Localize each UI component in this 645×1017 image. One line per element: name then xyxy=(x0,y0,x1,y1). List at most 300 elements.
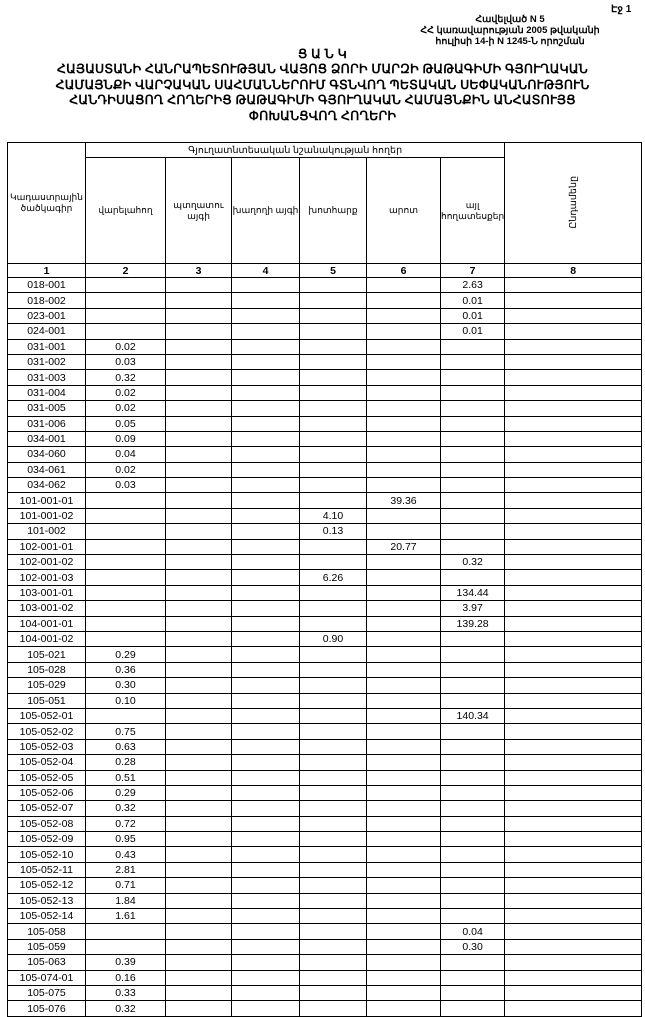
pasture-value xyxy=(367,339,441,354)
cadastral-code: 105-052-12 xyxy=(8,878,86,893)
total-value xyxy=(505,847,642,862)
table-row xyxy=(8,785,642,800)
total-value xyxy=(505,539,642,554)
orchard-value xyxy=(166,878,232,893)
orchard-value xyxy=(166,431,232,446)
cadastral-code: 102-001-01 xyxy=(8,539,86,554)
table-row xyxy=(8,678,642,693)
orchard-value xyxy=(166,708,232,723)
table-row xyxy=(8,401,642,416)
table-row xyxy=(8,939,642,954)
pasture-value xyxy=(367,878,441,893)
table-row xyxy=(8,631,642,646)
total-value xyxy=(505,693,642,708)
other-value xyxy=(441,493,505,508)
hayfield-value xyxy=(300,816,367,831)
hayfield-value xyxy=(300,539,367,554)
other-value xyxy=(441,570,505,585)
hayfield-value xyxy=(300,555,367,570)
vineyard-value xyxy=(232,278,300,293)
total-value xyxy=(505,478,642,493)
other-value xyxy=(441,832,505,847)
hayfield-value xyxy=(300,478,367,493)
hayfield-value xyxy=(300,662,367,677)
orchard-value xyxy=(166,816,232,831)
hayfield-value xyxy=(300,939,367,954)
title-line: Ց Ա Ն Կ xyxy=(298,47,347,61)
pasture-value xyxy=(367,708,441,723)
total-value xyxy=(505,324,642,339)
table-row xyxy=(8,524,642,539)
arable-value: 0.05 xyxy=(86,416,166,431)
table-row xyxy=(8,924,642,939)
vineyard-value xyxy=(232,339,300,354)
vineyard-value xyxy=(232,539,300,554)
pasture-value xyxy=(367,924,441,939)
vineyard-value xyxy=(232,708,300,723)
total-value xyxy=(505,955,642,970)
other-value xyxy=(441,909,505,924)
vineyard-value xyxy=(232,832,300,847)
total-value xyxy=(505,524,642,539)
total-value xyxy=(505,739,642,754)
vineyard-value xyxy=(232,308,300,323)
hayfield-value xyxy=(300,293,367,308)
total-value xyxy=(505,785,642,800)
table-row xyxy=(8,447,642,462)
pasture-value xyxy=(367,354,441,369)
cadastral-code: 105-052-08 xyxy=(8,816,86,831)
hayfield-value xyxy=(300,955,367,970)
orchard-value xyxy=(166,631,232,646)
total-value xyxy=(505,447,642,462)
pasture-value xyxy=(367,785,441,800)
cadastral-code: 105-052-14 xyxy=(8,909,86,924)
pasture-value xyxy=(367,570,441,585)
cadastral-code: 105-075 xyxy=(8,985,86,1000)
hayfield-value xyxy=(300,324,367,339)
vineyard-value xyxy=(232,293,300,308)
arable-value: 0.02 xyxy=(86,401,166,416)
arable-value: 0.10 xyxy=(86,693,166,708)
title-line: ՓՈԽԱՆՑՎՈՂ ՀՈՂԵՐԻ xyxy=(248,108,397,123)
cadastral-code: 104-001-02 xyxy=(8,631,86,646)
table-row xyxy=(8,416,642,431)
table-row xyxy=(8,555,642,570)
pasture-value xyxy=(367,324,441,339)
vineyard-value xyxy=(232,431,300,446)
header-cadastral xyxy=(8,143,86,264)
other-value: 139.28 xyxy=(441,616,505,631)
vineyard-value xyxy=(232,893,300,908)
orchard-value xyxy=(166,832,232,847)
other-value xyxy=(441,955,505,970)
pasture-value xyxy=(367,847,441,862)
pasture-value xyxy=(367,662,441,677)
hayfield-value xyxy=(300,647,367,662)
cadastral-code: 031-006 xyxy=(8,416,86,431)
orchard-value xyxy=(166,862,232,877)
pasture-value xyxy=(367,308,441,323)
table-row xyxy=(8,847,642,862)
pasture-value xyxy=(367,955,441,970)
arable-value: 0.04 xyxy=(86,447,166,462)
arable-value: 0.43 xyxy=(86,847,166,862)
table-body xyxy=(8,278,642,1017)
arable-value: 0.71 xyxy=(86,878,166,893)
orchard-value xyxy=(166,601,232,616)
vineyard-value xyxy=(232,693,300,708)
total-value xyxy=(505,708,642,723)
pasture-value xyxy=(367,678,441,693)
total-value xyxy=(505,939,642,954)
total-value xyxy=(505,909,642,924)
pasture-value xyxy=(367,939,441,954)
cadastral-code: 101-001-01 xyxy=(8,493,86,508)
other-value xyxy=(441,631,505,646)
arable-value xyxy=(86,493,166,508)
total-value xyxy=(505,354,642,369)
table-row xyxy=(8,324,642,339)
arable-value: 0.02 xyxy=(86,385,166,400)
cadastral-code: 031-005 xyxy=(8,401,86,416)
orchard-value xyxy=(166,293,232,308)
table-row xyxy=(8,354,642,369)
orchard-value xyxy=(166,801,232,816)
orchard-value xyxy=(166,585,232,600)
total-value xyxy=(505,770,642,785)
cadastral-code: 105-052-01 xyxy=(8,708,86,723)
pasture-value xyxy=(367,862,441,877)
total-value xyxy=(505,1001,642,1016)
arable-value xyxy=(86,308,166,323)
cadastral-code: 031-003 xyxy=(8,370,86,385)
hayfield-value xyxy=(300,862,367,877)
cadastral-code: 105-051 xyxy=(8,693,86,708)
hayfield-value xyxy=(300,354,367,369)
cadastral-code: 105-052-03 xyxy=(8,739,86,754)
header-total xyxy=(505,143,642,264)
table-row xyxy=(8,278,642,293)
vineyard-value xyxy=(232,970,300,985)
orchard-value xyxy=(166,924,232,939)
total-value xyxy=(505,555,642,570)
arable-value: 0.32 xyxy=(86,370,166,385)
pasture-value xyxy=(367,1001,441,1016)
vineyard-value xyxy=(232,416,300,431)
other-value: 0.01 xyxy=(441,293,505,308)
hayfield-value xyxy=(300,847,367,862)
orchard-value xyxy=(166,493,232,508)
hayfield-value: 0.13 xyxy=(300,524,367,539)
vineyard-value xyxy=(232,678,300,693)
header-arable: վարելահող xyxy=(86,158,166,264)
hayfield-value xyxy=(300,431,367,446)
other-value xyxy=(441,816,505,831)
table-row xyxy=(8,985,642,1000)
hayfield-value xyxy=(300,924,367,939)
cadastral-code: 101-002 xyxy=(8,524,86,539)
total-value xyxy=(505,631,642,646)
vineyard-value xyxy=(232,370,300,385)
total-value xyxy=(505,924,642,939)
total-value xyxy=(505,616,642,631)
annex-line: հուլիսի 14-ի N 1245-Ն որոշման xyxy=(435,36,585,47)
table-row xyxy=(8,755,642,770)
hayfield-value xyxy=(300,370,367,385)
column-number: 6 xyxy=(367,264,441,278)
other-value xyxy=(441,1001,505,1016)
orchard-value xyxy=(166,724,232,739)
hayfield-value xyxy=(300,493,367,508)
arable-value: 1.61 xyxy=(86,909,166,924)
table-row xyxy=(8,1001,642,1016)
hayfield-value xyxy=(300,878,367,893)
cadastral-code: 018-002 xyxy=(8,293,86,308)
arable-value: 0.03 xyxy=(86,354,166,369)
other-value xyxy=(441,647,505,662)
orchard-value xyxy=(166,939,232,954)
cadastral-code: 034-061 xyxy=(8,462,86,477)
vineyard-value xyxy=(232,955,300,970)
hayfield-value xyxy=(300,832,367,847)
header-other: այլ հողատեսքեր xyxy=(441,158,505,264)
vineyard-value xyxy=(232,601,300,616)
pasture-value xyxy=(367,585,441,600)
cadastral-code: 105-052-11 xyxy=(8,862,86,877)
hayfield-value xyxy=(300,970,367,985)
hayfield-value xyxy=(300,1001,367,1016)
cadastral-code: 105-058 xyxy=(8,924,86,939)
pasture-value: 20.77 xyxy=(367,539,441,554)
orchard-value xyxy=(166,524,232,539)
cadastral-code: 105-074-01 xyxy=(8,970,86,985)
arable-value xyxy=(86,601,166,616)
cadastral-code: 102-001-03 xyxy=(8,570,86,585)
total-value xyxy=(505,801,642,816)
total-value xyxy=(505,278,642,293)
pasture-value xyxy=(367,693,441,708)
total-value xyxy=(505,585,642,600)
header-pasture: արոտ xyxy=(367,158,441,264)
orchard-value xyxy=(166,385,232,400)
total-value xyxy=(505,985,642,1000)
total-value xyxy=(505,755,642,770)
arable-value: 0.29 xyxy=(86,785,166,800)
table-row xyxy=(8,601,642,616)
header-hayfield: խոտհարք xyxy=(300,158,367,264)
other-value xyxy=(441,462,505,477)
hayfield-value xyxy=(300,678,367,693)
pasture-value xyxy=(367,631,441,646)
cadastral-code: 031-002 xyxy=(8,354,86,369)
orchard-value xyxy=(166,370,232,385)
vineyard-value xyxy=(232,939,300,954)
total-value xyxy=(505,508,642,523)
cadastral-code: 105-052-02 xyxy=(8,724,86,739)
cadastral-code: 105-029 xyxy=(8,678,86,693)
hayfield-value: 4.10 xyxy=(300,508,367,523)
hayfield-value: 6.26 xyxy=(300,570,367,585)
vineyard-value xyxy=(232,401,300,416)
cadastral-code: 034-062 xyxy=(8,478,86,493)
table-row xyxy=(8,539,642,554)
arable-value xyxy=(86,539,166,554)
pasture-value xyxy=(367,508,441,523)
other-value xyxy=(441,739,505,754)
orchard-value xyxy=(166,985,232,1000)
total-value xyxy=(505,431,642,446)
arable-value xyxy=(86,616,166,631)
total-value xyxy=(505,416,642,431)
cadastral-code: 031-001 xyxy=(8,339,86,354)
cadastral-code: 105-052-06 xyxy=(8,785,86,800)
other-value xyxy=(441,862,505,877)
other-value: 0.32 xyxy=(441,555,505,570)
arable-value: 0.29 xyxy=(86,647,166,662)
hayfield-value xyxy=(300,601,367,616)
orchard-value xyxy=(166,662,232,677)
table-row xyxy=(8,293,642,308)
vineyard-value xyxy=(232,447,300,462)
cadastral-code: 034-001 xyxy=(8,431,86,446)
table-row xyxy=(8,724,642,739)
table-row xyxy=(8,431,642,446)
cadastral-code: 105-052-04 xyxy=(8,755,86,770)
other-value xyxy=(441,401,505,416)
vineyard-value xyxy=(232,847,300,862)
arable-value xyxy=(86,278,166,293)
hayfield-value xyxy=(300,893,367,908)
other-value xyxy=(441,678,505,693)
pasture-value xyxy=(367,601,441,616)
other-value xyxy=(441,431,505,446)
vineyard-value xyxy=(232,770,300,785)
total-value xyxy=(505,308,642,323)
pasture-value xyxy=(367,401,441,416)
cadastral-code: 103-001-01 xyxy=(8,585,86,600)
pasture-value xyxy=(367,555,441,570)
arable-value: 0.39 xyxy=(86,955,166,970)
other-value: 0.30 xyxy=(441,939,505,954)
hayfield-value xyxy=(300,693,367,708)
pasture-value xyxy=(367,724,441,739)
cadastral-code: 031-004 xyxy=(8,385,86,400)
other-value xyxy=(441,447,505,462)
column-number: 7 xyxy=(441,264,505,278)
pasture-value xyxy=(367,801,441,816)
orchard-value xyxy=(166,678,232,693)
other-value xyxy=(441,524,505,539)
arable-value: 0.28 xyxy=(86,755,166,770)
pasture-value xyxy=(367,755,441,770)
other-value xyxy=(441,416,505,431)
hayfield-value xyxy=(300,278,367,293)
orchard-value xyxy=(166,416,232,431)
vineyard-value xyxy=(232,524,300,539)
hayfield-value: 0.90 xyxy=(300,631,367,646)
table-row xyxy=(8,816,642,831)
pasture-value xyxy=(367,524,441,539)
vineyard-value xyxy=(232,324,300,339)
arable-value: 0.36 xyxy=(86,662,166,677)
arable-value: 0.02 xyxy=(86,339,166,354)
pasture-value xyxy=(367,647,441,662)
table-row xyxy=(8,662,642,677)
vineyard-value xyxy=(232,493,300,508)
other-value xyxy=(441,339,505,354)
vineyard-value xyxy=(232,862,300,877)
cadastral-code: 024-001 xyxy=(8,324,86,339)
table-row xyxy=(8,570,642,585)
orchard-value xyxy=(166,462,232,477)
vineyard-value xyxy=(232,985,300,1000)
hayfield-value xyxy=(300,447,367,462)
arable-value xyxy=(86,631,166,646)
other-value xyxy=(441,354,505,369)
header-vineyard: խաղողի այգի xyxy=(232,158,300,264)
orchard-value xyxy=(166,555,232,570)
other-value xyxy=(441,539,505,554)
cadastral-code: 105-052-10 xyxy=(8,847,86,862)
table-row xyxy=(8,585,642,600)
column-number: 1 xyxy=(8,264,86,278)
total-value xyxy=(505,293,642,308)
cadastral-code: 105-052-13 xyxy=(8,893,86,908)
orchard-value xyxy=(166,893,232,908)
other-value xyxy=(441,878,505,893)
total-value xyxy=(505,970,642,985)
pasture-value xyxy=(367,909,441,924)
vineyard-value xyxy=(232,739,300,754)
table-row xyxy=(8,616,642,631)
orchard-value xyxy=(166,770,232,785)
table-row xyxy=(8,693,642,708)
cadastral-code: 105-028 xyxy=(8,662,86,677)
cadastral-code: 101-001-02 xyxy=(8,508,86,523)
pasture-value xyxy=(367,770,441,785)
vineyard-value xyxy=(232,462,300,477)
vineyard-value xyxy=(232,662,300,677)
cadastral-code: 105-052-07 xyxy=(8,801,86,816)
table-row xyxy=(8,370,642,385)
table-row xyxy=(8,462,642,477)
header-total-label: Ընդամենը xyxy=(567,175,579,229)
arable-value: 2.81 xyxy=(86,862,166,877)
arable-value: 1.84 xyxy=(86,893,166,908)
table-row xyxy=(8,708,642,723)
arable-value xyxy=(86,293,166,308)
total-value xyxy=(505,893,642,908)
vineyard-value xyxy=(232,1001,300,1016)
arable-value: 0.63 xyxy=(86,739,166,754)
total-value xyxy=(505,570,642,585)
table-row xyxy=(8,739,642,754)
other-value xyxy=(441,370,505,385)
orchard-value xyxy=(166,909,232,924)
hayfield-value xyxy=(300,801,367,816)
cadastral-code: 105-059 xyxy=(8,939,86,954)
hayfield-value xyxy=(300,724,367,739)
total-value xyxy=(505,601,642,616)
table-row xyxy=(8,308,642,323)
cadastral-code: 105-052-09 xyxy=(8,832,86,847)
pasture-value xyxy=(367,385,441,400)
total-value xyxy=(505,862,642,877)
table-row xyxy=(8,862,642,877)
hayfield-value xyxy=(300,755,367,770)
arable-value: 0.32 xyxy=(86,801,166,816)
